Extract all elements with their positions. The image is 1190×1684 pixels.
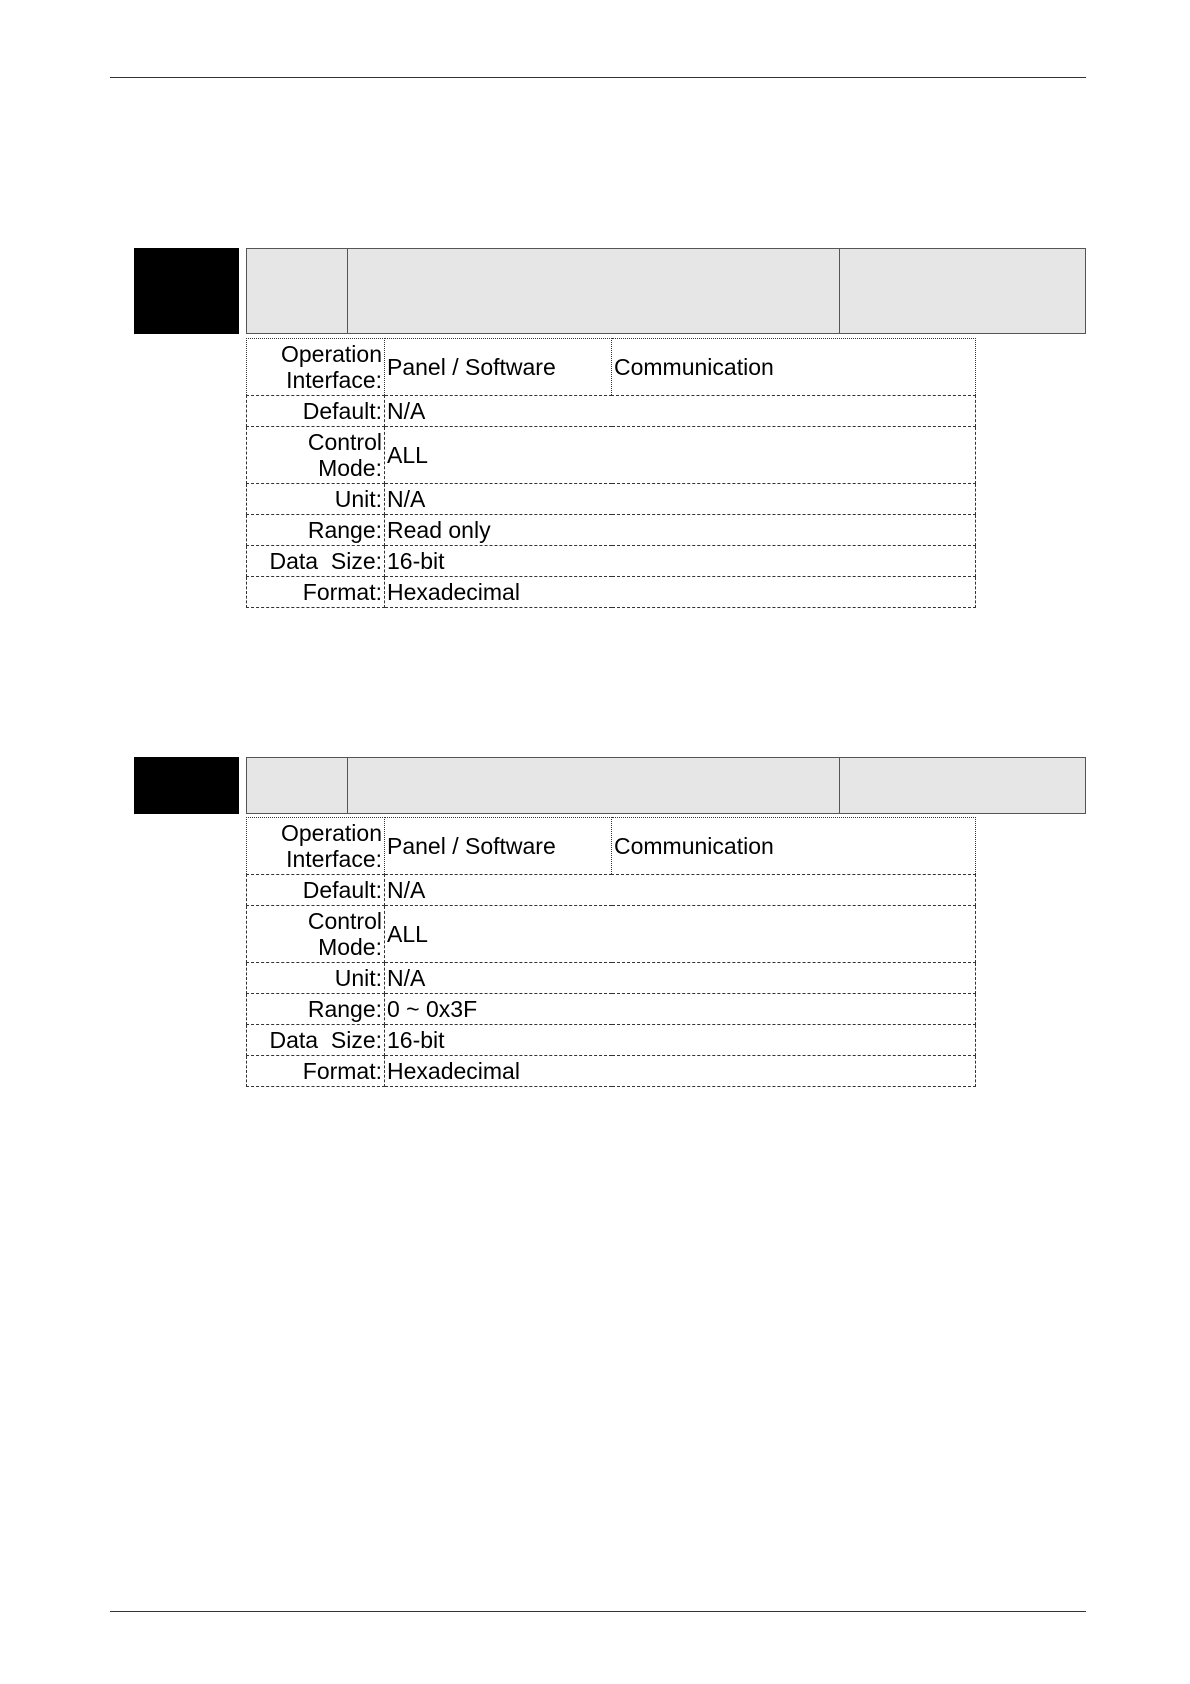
spec-label: Control Mode: [247,906,385,963]
spec-row-range [247,515,976,546]
spec-row-operation-interface [247,339,976,396]
spec-value: N/A [385,484,976,515]
spec-value: 16-bit [385,546,976,577]
spec-row-operation-interface [247,818,976,875]
spec-value-communication: Communication [612,818,976,875]
spec-row-format [247,577,976,608]
spec-value: N/A [385,875,976,906]
header-rule [110,77,1086,78]
spec-label: Range: [247,994,385,1025]
spec-row-control-mode [247,906,976,963]
spec-value: N/A [385,396,976,427]
spec-value: 0 ~ 0x3F [385,994,976,1025]
spec-label: Data Size: [247,1025,385,1056]
parameter-code-tab [134,248,239,334]
spec-value: ALL [385,427,976,484]
header-divider [347,249,348,333]
spec-row-control-mode [247,427,976,484]
spec-label: Format: [247,1056,385,1087]
spec-label: Data Size: [247,546,385,577]
spec-label: Operation Interface: [247,339,385,396]
footer-rule [110,1611,1086,1612]
spec-row-range [247,994,976,1025]
spec-label: Control Mode: [247,427,385,484]
header-divider [839,758,840,813]
spec-value: Hexadecimal [385,577,976,608]
spec-label: Format: [247,577,385,608]
spec-label: Unit: [247,963,385,994]
parameter-header [246,757,1086,814]
spec-value-panel: Panel / Software [385,339,612,396]
parameter-spec-table [246,817,976,1087]
spec-row-default [247,396,976,427]
spec-row-format [247,1056,976,1087]
spec-label: Default: [247,875,385,906]
spec-row-unit [247,484,976,515]
header-divider [347,758,348,813]
spec-label: Default: [247,396,385,427]
spec-row-data-size [247,546,976,577]
parameter-header [246,248,1086,334]
spec-label: Operation Interface: [247,818,385,875]
parameter-spec-table [246,338,976,608]
parameter-code-tab [134,757,239,814]
spec-label: Unit: [247,484,385,515]
spec-value: 16-bit [385,1025,976,1056]
spec-row-default [247,875,976,906]
header-divider [839,249,840,333]
spec-label: Range: [247,515,385,546]
spec-value-panel: Panel / Software [385,818,612,875]
spec-value-communication: Communication [612,339,976,396]
spec-row-unit [247,963,976,994]
spec-row-data-size [247,1025,976,1056]
spec-value: Read only [385,515,976,546]
spec-value: ALL [385,906,976,963]
spec-value: Hexadecimal [385,1056,976,1087]
spec-value: N/A [385,963,976,994]
